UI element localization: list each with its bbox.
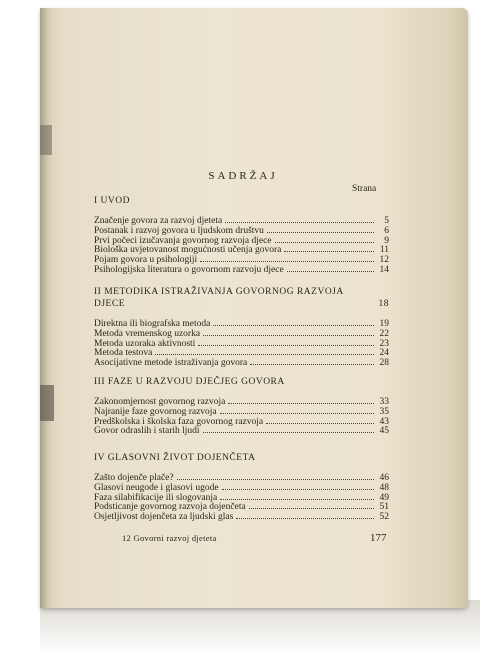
entry-page: 12 xyxy=(379,255,389,266)
entry-title: Pojam govora u psihologiji xyxy=(94,255,198,266)
entry-title: Metoda testova xyxy=(94,348,153,359)
entry-title: Zašto dojenče plače? xyxy=(94,473,174,483)
section-entries xyxy=(94,217,389,276)
entry-page: 6 xyxy=(384,225,389,236)
entry-page: 52 xyxy=(379,512,389,523)
book-spine xyxy=(40,8,52,608)
section-entries xyxy=(94,474,389,523)
section-title: I UVOD xyxy=(94,196,130,206)
entry-page: 22 xyxy=(379,328,389,339)
dot-leader xyxy=(284,251,374,252)
entry-page: 14 xyxy=(379,264,389,275)
entry-title: Faza silabifikacije ili slogovanja xyxy=(94,492,218,503)
entry-title: Postanak i razvoj govora u ljudskom društvu xyxy=(94,225,264,236)
toc-section-1 xyxy=(94,195,389,276)
entry-title: Predškolska i školska faza govornog razvoja xyxy=(94,416,264,427)
section-title: IV GLASOVNI ŽIVOT DOJENČETA xyxy=(94,453,256,463)
entry-title: Metoda vremenskog uzorka xyxy=(94,328,201,339)
entry-page: 46 xyxy=(379,473,389,483)
entry-title: Zakonomjernost govornog razvoja xyxy=(94,397,226,407)
toc-entry[interactable] xyxy=(94,513,389,523)
dot-leader xyxy=(213,325,374,326)
entry-page: 48 xyxy=(379,482,389,493)
entry-page: 9 xyxy=(384,235,389,246)
entry-page: 24 xyxy=(379,348,389,359)
dot-leader xyxy=(287,271,374,272)
entry-title: Najranije faze govornog razvoja xyxy=(94,406,217,417)
entry-page: 45 xyxy=(379,426,389,437)
toc-entry[interactable] xyxy=(94,266,389,276)
entry-page: 49 xyxy=(379,492,389,503)
dot-leader xyxy=(203,432,374,433)
entry-title: Podsticanje govornog razvoja dojenčeta xyxy=(94,502,246,513)
dot-leader xyxy=(228,403,374,404)
entry-page: 33 xyxy=(379,397,389,407)
toc-entry[interactable] xyxy=(94,359,389,369)
dot-leader xyxy=(222,489,374,490)
entry-page: 35 xyxy=(379,406,389,417)
dot-leader xyxy=(267,232,374,233)
entry-page: 43 xyxy=(379,416,389,427)
entry-page: 5 xyxy=(384,216,389,226)
toc-entry[interactable] xyxy=(94,427,389,437)
dot-leader xyxy=(198,345,374,346)
entry-title: Glasovi neugode i glasovi ugode xyxy=(94,482,219,493)
binding-stain xyxy=(40,125,52,155)
page-number: 177 xyxy=(370,532,387,544)
entry-title: Prvi počeci izučavanja govornog razvoja djece xyxy=(94,235,272,246)
dot-leader xyxy=(220,413,374,414)
dot-leader xyxy=(200,261,374,262)
entry-page: 51 xyxy=(379,502,389,513)
toc-section-3 xyxy=(94,376,389,437)
section-entries xyxy=(94,398,389,437)
entry-title: Govor odraslih i starih ljudi xyxy=(94,426,200,437)
binding-stain xyxy=(40,385,54,421)
entry-title: Direktna ili biografska metoda xyxy=(94,319,211,329)
toc-heading: SADRŽAJ xyxy=(208,170,278,182)
entry-page: 11 xyxy=(379,245,389,256)
dot-leader xyxy=(266,423,374,424)
dot-leader xyxy=(225,222,374,223)
section-title-line2: DJECE xyxy=(94,299,125,309)
entry-page: 23 xyxy=(379,338,389,349)
entry-title: Asocijativne metode istraživanja govora xyxy=(94,358,248,369)
entry-page: 19 xyxy=(379,319,389,329)
section-page: 18 xyxy=(378,299,389,309)
dot-leader xyxy=(236,518,374,519)
dot-leader xyxy=(249,508,374,509)
page-column-label: Strana xyxy=(352,184,377,194)
entry-title: Psihologijska literatura o govornom razvoju djece xyxy=(94,264,284,275)
toc-section-2 xyxy=(94,286,389,369)
section-entries xyxy=(94,320,389,369)
toc-section-4 xyxy=(94,452,389,523)
dot-leader xyxy=(250,364,374,365)
dot-leader xyxy=(155,354,374,355)
entry-title: Značenje govora za razvoj djeteta xyxy=(94,216,223,226)
entry-page: 28 xyxy=(379,358,389,369)
section-title: III FAZE U RAZVOJU DJEČJEG GOVORA xyxy=(94,377,285,387)
dot-leader xyxy=(203,335,374,336)
entry-title: Osjetljivost dojenčeta za ljudski glas xyxy=(94,512,234,523)
section-title-continued xyxy=(94,298,389,310)
section-title: II METODIKA ISTRAŽIVANJA GOVORNOG RAZVOJA xyxy=(94,287,344,297)
dot-leader xyxy=(275,242,374,243)
dot-leader xyxy=(220,499,374,500)
entry-title: Biološka uvjetovanost mogućnosti učenja govora xyxy=(94,245,282,256)
entry-title: Metoda uzoraka aktivnosti xyxy=(94,338,196,349)
running-footer: 12 Govorni razvoj djeteta xyxy=(122,533,217,543)
dot-leader xyxy=(177,479,374,480)
page-shadow xyxy=(40,600,480,656)
